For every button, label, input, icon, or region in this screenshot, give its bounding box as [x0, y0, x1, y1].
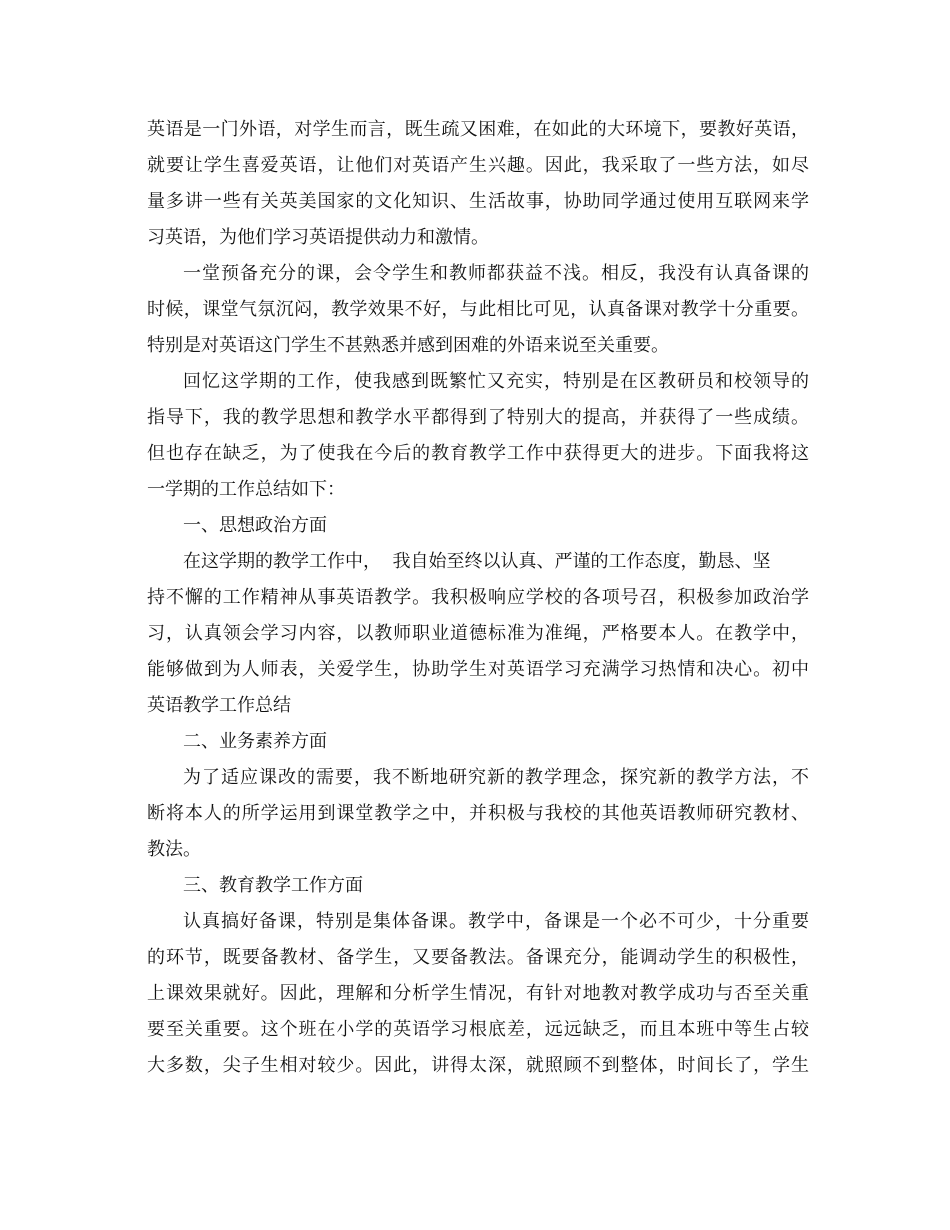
document-body — [147, 112, 809, 1084]
text-line: 英语是一门外语，对学生而言，既生疏又困难，在如此的大环境下，要教好英语， — [147, 119, 809, 140]
text-line: 持不懈的工作精神从事英语教学。我积极响应学校的各项号召，积极参加政治学 — [147, 587, 809, 608]
text-line: 教法。 — [147, 839, 201, 860]
heading-text: 三、教育教学工作方面 — [183, 875, 363, 896]
text-line: 断将本人的所学运用到课堂教学之中，并积极与我校的其他英语教师研究教材、 — [147, 803, 809, 824]
paragraph — [147, 364, 809, 508]
section-heading — [147, 868, 809, 904]
text-line: 认真搞好备课，特别是集体备课。教学中，备课是一个必不可少，十分重要 — [183, 911, 809, 932]
text-line: 上课效果就好。因此，理解和分析学生情况，有针对地教对教学成功与否至关重 — [147, 983, 809, 1004]
text-line: 指导下，我的教学思想和教学水平都得到了特别大的提高，并获得了一些成绩。 — [147, 407, 809, 428]
text-line: 时候，课堂气氛沉闷，教学效果不好，与此相比可见，认真备课对教学十分重要。 — [147, 299, 809, 320]
text-line: 大多数，尖子生相对较少。因此，讲得太深，就照顾不到整体，时间长了，学生 — [147, 1055, 809, 1076]
section-heading — [147, 724, 809, 760]
section-heading — [147, 508, 809, 544]
paragraph — [147, 904, 809, 1084]
text-line: 为了适应课改的需要，我不断地研究新的教学理念，探究新的教学方法，不 — [183, 767, 809, 788]
text-line: 要至关重要。这个班在小学的英语学习根底差，远远缺乏，而且本班中等生占较 — [147, 1019, 809, 1040]
text-line: 回忆这学期的工作，使我感到既繁忙又充实，特别是在区教研员和校领导的 — [183, 371, 809, 392]
text-line: 能够做到为人师表，关爱学生，协助学生对英语学习充满学习热情和决心。初中 — [147, 659, 809, 680]
text-line: 一堂预备充分的课，会令学生和教师都获益不浅。相反，我没有认真备课的 — [183, 263, 809, 284]
text-line: 量多讲一些有关英美国家的文化知识、生活故事，协助同学通过使用互联网来学 — [147, 191, 809, 212]
text-line: 习英语，为他们学习英语提供动力和激情。 — [147, 227, 489, 248]
text-line: 就要让学生喜爱英语，让他们对英语产生兴趣。因此，我采取了一些方法，如尽 — [147, 155, 809, 176]
text-line: 特别是对英语这门学生不甚熟悉并感到困难的外语来说至关重要。 — [147, 335, 669, 356]
paragraph — [147, 760, 809, 868]
heading-text: 二、业务素养方面 — [183, 731, 327, 752]
text-line: 一学期的工作总结如下： — [147, 479, 345, 500]
text-line: 在这学期的教学工作中， 我自始至终以认真、严谨的工作态度，勤恳、坚 — [183, 551, 771, 572]
paragraph — [147, 112, 809, 256]
text-line: 的环节，既要备教材、备学生，又要备教法。备课充分，能调动学生的积极性， — [147, 947, 809, 968]
paragraph — [147, 256, 809, 364]
heading-text: 一、思想政治方面 — [183, 515, 327, 536]
paragraph — [147, 544, 809, 724]
text-line: 但也存在缺乏，为了使我在今后的教育教学工作中获得更大的进步。下面我将这 — [147, 443, 809, 464]
text-line: 英语教学工作总结 — [147, 695, 291, 716]
text-line: 习，认真领会学习内容，以教师职业道德标准为准绳，严格要本人。在教学中， — [147, 623, 809, 644]
